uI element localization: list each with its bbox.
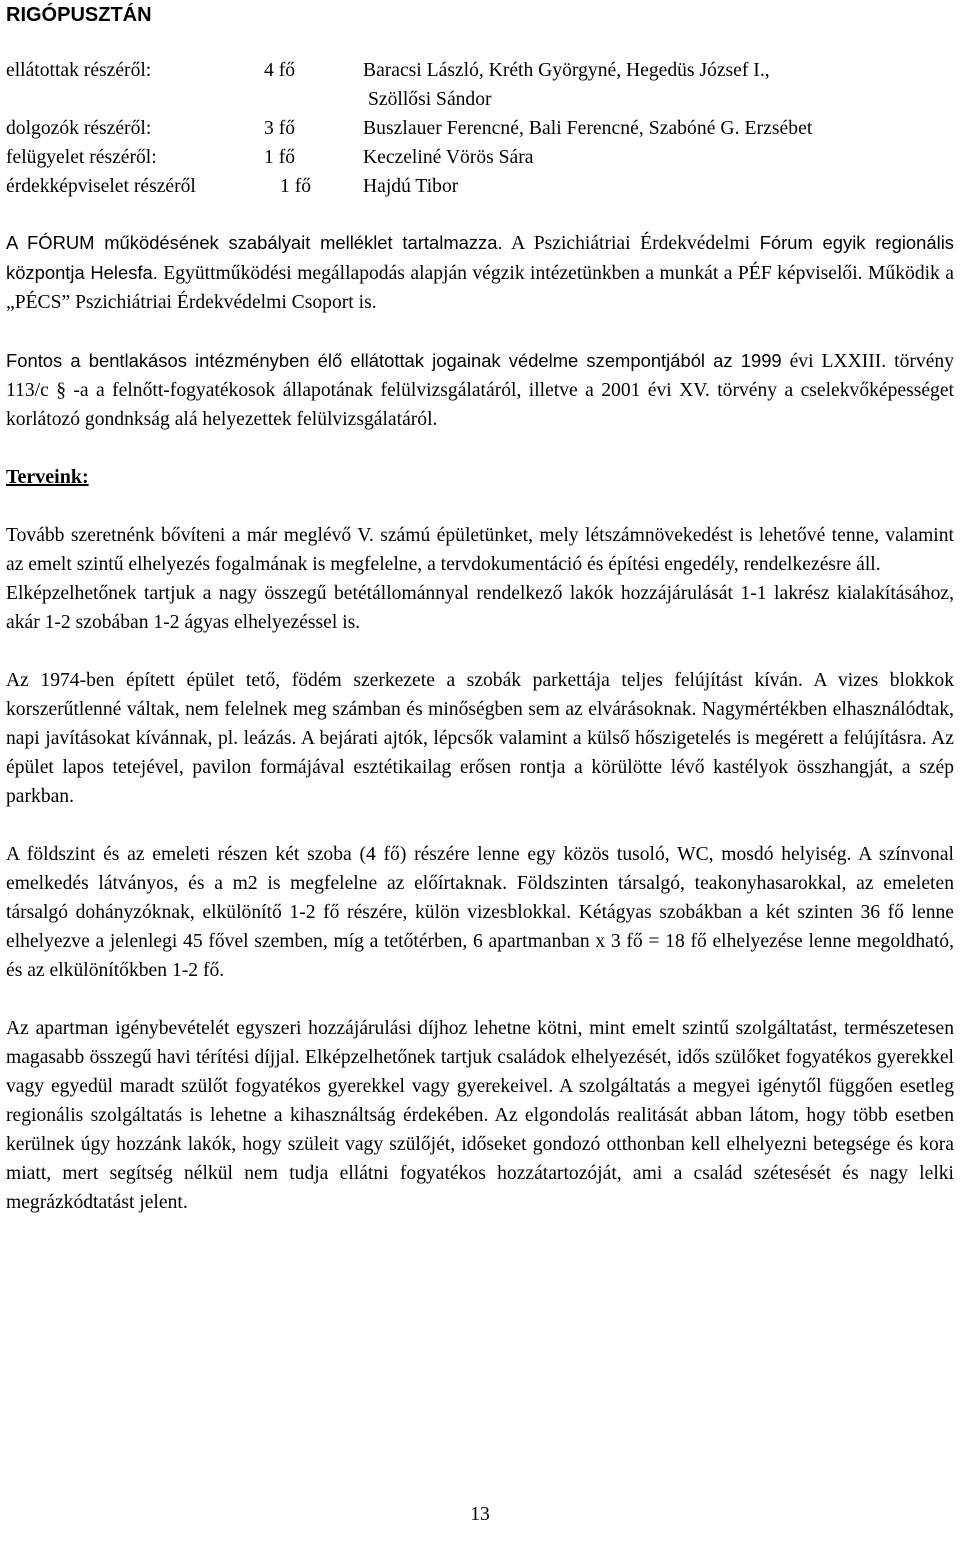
committee-row [6, 56, 954, 85]
forum-sentence: Fórum egyik regionális központja Helesfa. [6, 232, 954, 283]
committee-row [6, 85, 954, 114]
forum-sentence: Működik a „PÉCS” Pszichiátriai Érdekvédelmi Csoport is. [6, 263, 955, 313]
committee-count: 4 fő [264, 60, 296, 81]
committee-names: Hajdú Tibor [363, 176, 459, 197]
committee-label: ellátottak részéről: [6, 60, 152, 81]
committee-list [6, 56, 954, 201]
committee-names: Szöllősi Sándor [368, 89, 492, 110]
committee-count: 3 fő [264, 118, 296, 139]
plan-paragraph: Az 1974-ben épített épület tető, födém szerkezete a szobák parkettája teljes felújítást kíván. A vizes blokkok korszerűtlenné váltak, nem felelnek meg számban és minőségben sem az elvárásoknak. Nagymértékben elhasználódtak, napi javításokat kívánnak, pl. leázás. A bejárati ajtók, lépcsők valamint a külső hőszigetelés is megérett a felújításra. Az épület lapos tetejével, pavilon formájával esztétikailag erősen rontja a körülötte lévő kastélyok összhangját, a szép parkban. [6, 670, 954, 807]
committee-names: Baracsi László, Kréth Györgyné, Hegedüs József I., [363, 60, 770, 81]
committee-row [6, 143, 954, 172]
plans-heading: Terveink: [6, 466, 89, 488]
committee-label: felügyelet részéről: [6, 147, 157, 168]
committee-names: Buszlauer Ferencné, Bali Ferencné, Szabóné G. Erzsébet [363, 118, 813, 139]
rights-sentence: évi LXXIII. törvény 113/c § -a a felnőtt-fogyatékosok állapotának felülvizsgálatáról, illetve a 2001 évi XV. törvény a cselekvőképességet korlátozó gondnkság alá helyezettek felülvizsgálatáról. [6, 351, 954, 430]
document-heading: RIGÓPUSZTÁN [6, 4, 152, 26]
committee-label: érdekképviselet részéről [6, 176, 196, 197]
rights-sentence: Fontos a bentlakásos intézményben élő ellátottak jogainak védelme szempontjából az 1999 [6, 350, 782, 371]
committee-row [6, 114, 954, 143]
rights-paragraph [6, 346, 954, 434]
plan-paragraph: Tovább szeretnénk bővíteni a már meglévő V. számú épületünket, mely létszámnövekedést is lehetővé tenne, valamint az emelt szintű elhelyezés fogalmának is megfelelne, a tervdokumentáció és építési engedély, rendelkezésre áll. [6, 525, 954, 575]
forum-sentence: Együttműködési megállapodás alapján végzik intézetünkben a munkát a PÉF képviselői. [157, 263, 863, 284]
plan-paragraph: A földszint és az emeleti részen két szoba (4 fő) részére lenne egy közös tusoló, WC, mosdó helyiség. A színvonal emelkedés látványos, és a m2 is megfelelne az előírtaknak. Földszinten társalgó, teakonyhasarokkal, az emeleten társalgó dohányzóknak, elkülönítő 1-2 fő részére, külön vizesblokkal. Kétágyas szobákban a két szinten 36 fő lenne elhelyezve a jelenlegi 45 fővel szemben, míg a tetőtérben, 6 apartmanban x 3 fő = 18 fő elhelyezése lenne megoldható, és az elkülönítőkben 1-2 fő. [6, 844, 954, 981]
committee-names: Keczeliné Vörös Sára [363, 147, 534, 168]
plan-paragraph: Elképzelhetőnek tartjuk a nagy összegű betétállománnyal rendelkező lakók hozzájárulását 1-1 lakrész kialakításához, akár 1-2 szobában 1-2 ágyas elhelyezéssel is. [6, 583, 954, 633]
document-page [6, 0, 954, 1217]
forum-sentence: A Pszichiátriai Érdekvédelmi [502, 233, 751, 254]
committee-count: 1 fő [280, 176, 312, 197]
plan-paragraph: Az apartman igénybevételét egyszeri hozzájárulási díjhoz lehetne kötni, mint emelt szintű szolgáltatást, természetesen magasabb összegű havi térítési díjjal. Elképzelhetőnek tartjuk családok elhelyezését, idős szülőket fogyatékos gyerekkel vagy egyedül maradt szülőt fogyatékos gyerekkel vagy gyerekeivel. A szolgáltatás a megyei igénytől függően esetleg regionális szolgáltatás is lehetne a kihasználtság érdekében. Az elgondolás realitását abban látom, hogy több esetben kerülnek úgy hozzánk lakók, hogy szüleit vagy szülőjét, időseket gondozó otthonban kell elhelyezni betegsége és kora miatt, mert segítség nélkül nem tudja ellátni fogyatékos hozzátartozóját, ami a család szétesését és nagy lelki megrázkódtatást jelent. [6, 1018, 954, 1213]
forum-paragraph [6, 228, 954, 317]
committee-label: dolgozók részéről: [6, 118, 152, 139]
committee-count: 1 fő [264, 147, 296, 168]
committee-row [6, 172, 954, 201]
forum-sentence: A FÓRUM működésének szabályait melléklet tartalmazza. [6, 232, 503, 253]
page-number: 13 [470, 1504, 490, 1525]
